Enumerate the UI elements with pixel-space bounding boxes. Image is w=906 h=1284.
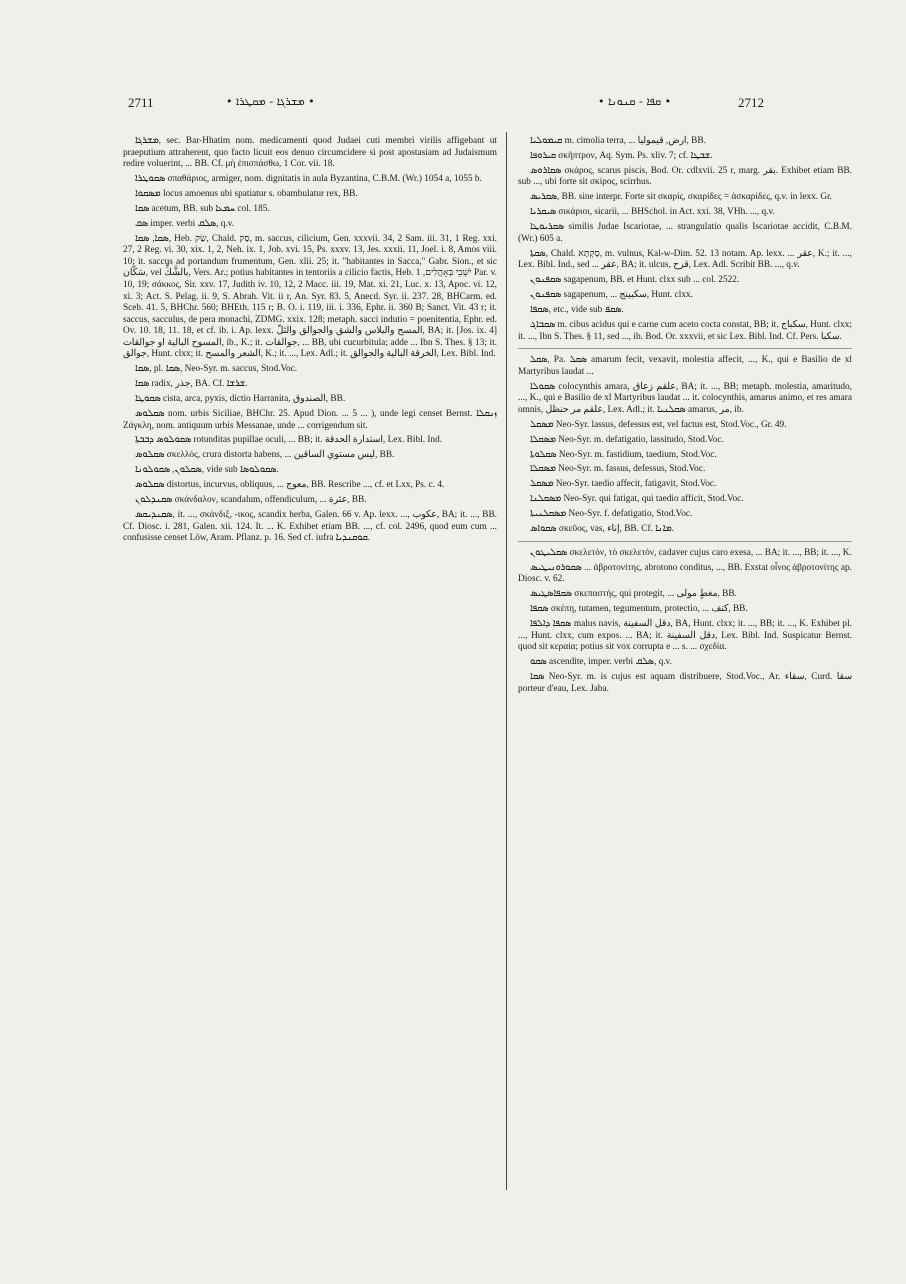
- dictionary-entry: ܡܣܩܠܢܝܬܐ Neo-Syr. f. defatigatio, Stod.Voc.: [530, 509, 693, 520]
- left-running-title: • ܡܫܪܓܐ - ܡܩܛܪܐ •: [226, 95, 315, 108]
- dictionary-entry: ܣܩܐ, pl. ܣܩܐ, Neo-Syr. m. saccus, Stod.Voc.: [135, 364, 298, 375]
- dictionary-entry: ܡܣܩܠܐ Neo-Syr. m. defatigatio, lassitudo, Stod.Voc.: [530, 434, 724, 445]
- dictionary-entry: ܣܩܪܝܣ, BB. sine interpr. Forte sit σκαρίς, σκαρίδες = ἀσκαρίδες, q.v. in lexx. Gr.: [530, 192, 833, 203]
- dictionary-entry: ܣܩܦܐ σκέπη, tutamen, tegumentum, protectio, ... كنف, BB.: [530, 604, 748, 615]
- dictionary-entry: ܣܩܐ radix, جذر, BA. Cf. ܫܪܫܐ.: [135, 379, 248, 390]
- right-running-title: • ܩܦܐ - ܩܢܘܢܐ •: [598, 95, 672, 108]
- dictionary-entry: ܣܩܪܝܘܛܐ similis Judae Iscariotae, ... strangulatio qualis Iscariotae accidit, C.B.M. (Wr.) 605 a.: [518, 222, 852, 244]
- dictionary-entry: ܣܩܦܢܘܢ sagapenum, ... سكبينج, Hunt. clxx.: [530, 290, 693, 301]
- dictionary-entry: ܡܣܩܠ Neo-Syr. taedio affecit, fatigavit, Stod.Voc.: [530, 479, 717, 490]
- section-rule: [518, 541, 852, 542]
- dictionary-entry: ܣܩܒܐܓ m. cibus acidus qui e carne cum aceto cocta constat, BB; it. سكباج, Hunt. clxx; it. ..., Ibn S. Thes. § 11, sed ..., ib. Bod. Or. xxxvii, et sic Lex. Bibl. Ind. Cf. Pers. سکبا.: [518, 320, 853, 342]
- dictionary-entry: ܡܫܪܓܐ, sec. Bar-Hhatim nom. medicamenti quod Judaei cuti membri virilis affigebant ut praeputium attraherent, quo facto licuit eos denuo circumcidere si post apostasiam ad Judaismum redire voluerint, ... BB. Cf. μὴ ἐπισπάσθω, 1 Cor. vii. 18.: [123, 136, 497, 170]
- dictionary-entry: ܣܩ imper. verbi ܣܠܩ, q.v.: [135, 218, 235, 229]
- dictionary-entry: ܣܩܬܐ, Chald. סַקְתָּא, m. vulnus, Kal-w-Dim. 52. 13 notam. Ap. lexx. ... عقر, K.; it. ..., Lex. Bibl. Ind., sed ... عقر, BA; it. ulcus, قرح, Lex. Adl. Scribit BB. ..., q.v.: [518, 248, 852, 271]
- dictionary-entry: ܣܩܦܐ ܕܐܠܦܐ malus navis, دقل السفينة, BA, Hunt. clxx; it. ..., BB; it. ..., K. Exhibet pl. ..., Hunt. clxx, cum expos. ... BA; it. دقل السفينة, Lex. Bibl. Ind. Suspicatur Bernst. quod sit κεραία; potius sit vox corrupta e ... s. ... σχεδία.: [518, 619, 852, 653]
- right-column: [518, 136, 852, 698]
- section-rule: [518, 348, 852, 349]
- dictionary-entry: ܡܣܩܘܐ locus amoenus ubi spatiatur s. obambulatur rex, BB.: [135, 188, 358, 199]
- dictionary-entry: ܣܩܠܘܬܐ Neo-Syr. m. fastidium, taedium, Stod.Voc.: [530, 449, 717, 460]
- dictionary-entry: ܡܣܩܠܐ Neo-Syr. m. fassus, defessus, Stod.Voc.: [530, 464, 706, 475]
- dictionary-entry: ܣܩܘܠܘܣ ܕܒܒܬܐ rotunditas pupillae oculi, ... BB; it. استدارة الحدقة, Lex. Bibl. Ind.: [135, 435, 443, 446]
- dictionary-entry: ܣܝܩܪܝܐ σικάριοι, sicarii, ... BHSchol. in Act. xxi. 38, VHh. ..., q.v.: [530, 207, 775, 218]
- dictionary-entry: ܣܩܠܘܣ distortus, incurvus, obliquus, ... معوج, BB. Rescribe ..., cf. et Lxx, Ps. c. 4.: [135, 480, 445, 491]
- right-page-number: 2712: [738, 95, 764, 110]
- column-divider: [506, 132, 507, 1190]
- dictionary-entry: ܣܩܘܪܘܢܝܛܝܣ ... ἀβροτονίτης, abrotono conditus, ..., BB. Exstat οἶνος ἀβροτονίτης ap. Diosc. v. 62.: [518, 562, 852, 585]
- dictionary-entry: ܣܩܦܐ, etc., vide sub ܣܩܦ.: [530, 305, 624, 316]
- dictionary-entry: ܣܩܦܢܘܢ sagapenum, BB. et Hunt. clxx sub ... col. 2522.: [530, 275, 740, 286]
- dictionary-entry: ܣܩܘܠܐ colocynthis amara, علقم زعاق, BA; it. ..., BB; metaph. molestia, amaritudo, ..., K., qui e Basilio de xl Martyribus laudat ... it. colocynthis, amarus animo, et res amara omnis, علقم مر حنظل, Lex. Adl.; it. ܣܩܠܢܝܐ amarus, مر, ib.: [518, 381, 852, 415]
- dictionary-entry: ܣܩܘܐܣ σκεῦος, vas, إناء, BB. Cf. ܡܐܢܐ.: [530, 524, 674, 535]
- dictionary-entry: ܣܩܠܝܛܘܢ σκελετόν, τὸ σκελετόν, cadaver cujus caro exesa, ... BA; it. ..., BB; it. ..., K.: [530, 547, 852, 558]
- left-column: [123, 136, 497, 548]
- dictionary-entry: ܣܩܘܛܐ cista, arca, pyxis, dictio Harranita, الصندوق, BB.: [135, 394, 346, 405]
- page-header: [128, 95, 764, 115]
- dictionary-entry: ܣܩܠܘܣ σκελλός, crura distorta habens, ... ليس مستوي الساقين, BB.: [135, 450, 395, 461]
- dictionary-entry: ܣܩܐ, ܣܩܐ, Heb. שַׂק, Chald. סַק, m. saccus, cilicium, Gen. xxxvii. 34, 2 Sam. iii. 31, 1 Reg. xxi. 27, 2 Reg. vi. 30, xix. 1, 2, Neh. ix. 1, Job. xvi. 15, Ps. xxxv. 13, Jes. xxxii. 11, Joel. i. 8, Amos viii. 10; it. saccus ad portandum frumentum, Gen. xlii. 25; it. "habitantes in Sacca," Gabr. Sion., et sic سَكّان, vel بالشَّكِّ, Vers. Ar.; potius habitantes in tentoriis a cilicio factis, Heb. יֹשְׁבֵי בְּאָהֳלִים, 1 Par. v. 10, 19; σάκκος, Sir. xxv. 17, Judith iv. 10, 12, 2 Macc. iii. 19, Mat. xi. 21, Luc. x. 13, Apoc. vi. 12, xi. 3; Act. S. Pelag. ii. 9, S. Abrah. Vit. ii r, An. Syr. 83. 5, Anecd. Syr. ii. 237. 28, BHCarm. ed. Sceb. 41. 5, BHChr. 560; BHEth. 115 r; B. O. i. 119, iii. i. 336, Ephr. ii. 360 B; Sanct. Vit. 43 r; it. saccus, sacculus, de pera monachi, ZDMG. xxix. 128; metaph. sacci indutio = poenitentia, Ephr. ed. Ov. 10. 18, 11. 18, et cf. ib. i. Ap. lexx. المسح والبلاس والشق والجوالق والثلّ, BA; it. [Jos. ix. 4] المسوح البالية او جوالقات, ib., K.; it. جوالقات, ... BB, ubi cucurbitula; adde ... Ibn S. Thes. § 13; it. جوالق, Hunt. clxx; it. الشعر والمسح, K.; it. ..., Lex. Adl.; it. الخرقة البالية والجوالق, Lex. Bibl. Ind.: [123, 233, 498, 360]
- dictionary-entry: ܩܝܪܘܦܐ σκῆπτρον, Aq. Sym. Ps. xliv. 7; cf. ܫܒܛܐ.: [530, 150, 713, 161]
- dictionary-entry: ܣܩܦܐܣܛܝܣ σκεπαστής, qui protegit, ... مغطٍ مولى, BB.: [530, 589, 737, 600]
- dictionary-entry: ܣܩܐ acetum, BB. sub ܚܡܥܐ col. 185.: [135, 203, 270, 214]
- dictionary-entry: ܣܩܘܛܪܐ σπαθάριος, armiger, nom. dignitatis in aula Byzantina, C.B.M. (Wr.) 1054 a, 1055 b.: [135, 174, 482, 185]
- dictionary-entry: ܩܝܡܘܠܝܐ m. cimolia terra, ... ارض, قيموليا, BB.: [530, 136, 706, 146]
- dictionary-entry: ܣܩܠܘܢ, ܣܩܘܠܘܢܐ, vide sub ܣܩܘܠܘܣܐ.: [135, 465, 279, 476]
- dictionary-entry: ܣܩܐ Neo-Syr. m. is cujus est aquam distribuere, Stod.Voc., Ar. سقاء, Curd. سقا porteur d'eau, Lex. Jaba.: [518, 672, 853, 694]
- dictionary-entry: ܣܩܐܪܘܣ σκάρος, scarus piscis, Bod. Or. cdlxvii. 25 r, marg. بقر. Exhibet etiam BB. sub ..., ubi forte sit σκίρος, scirrhus.: [518, 165, 852, 188]
- left-page-number: 2711: [128, 95, 154, 110]
- dictionary-entry: ܡܣܩܠܢܐ Neo-Syr. qui fatigat, qui taedio afficit, Stod.Voc.: [530, 494, 744, 505]
- dictionary-entry: ܣܩܢܕܝܩܣ, it. ..., σκάνδιξ, -ικος, scandix herba, Galen. 66 v. Ap. lexx. ..., عكوب, BA; it. ..., BB. Cf. Diosc. i. 281, Galen. xii. 124. It. ... K. Exhibet etiam BB. ..., cf. col. 2496, quod eum cum ... confusisse censet Löw, Aram. Pflanz. p. 16. Sed cf. iufra ܩܘܩܢܕܝܐ.: [123, 510, 497, 544]
- dictionary-entry: ܣܩܠܘܣ nom. urbis Siciliae, BHChr. 25. Apud Dion. ... 5 ... ), unde legi censet Bernst. ܙܢܩܠܐ Ζάγκλη, nom. antiquum urbis Messanae, unde ... corrigendum sit.: [123, 409, 497, 431]
- dictionary-entry: ܣܩܢܕܠܘܢ σκάνδαλον, scandalum, offendiculum, ... عثرة, BB.: [135, 495, 367, 506]
- dictionary-entry: ܡܣܩܠ Neo-Syr. lassus, defessus est, vel factus est, Stod.Voc., Gr. 49.: [530, 419, 787, 430]
- dictionary-entry: ܣܩܘ ascendite, imper. verbi ܣܠܩ, q.v.: [530, 657, 672, 668]
- dictionary-entry: ܣܩܠ, Pa. ܣܩܠ amarum fecit, vexavit, molestia affecit, ..., K., qui e Basilio de xl Martyribus laudat ...: [518, 355, 852, 377]
